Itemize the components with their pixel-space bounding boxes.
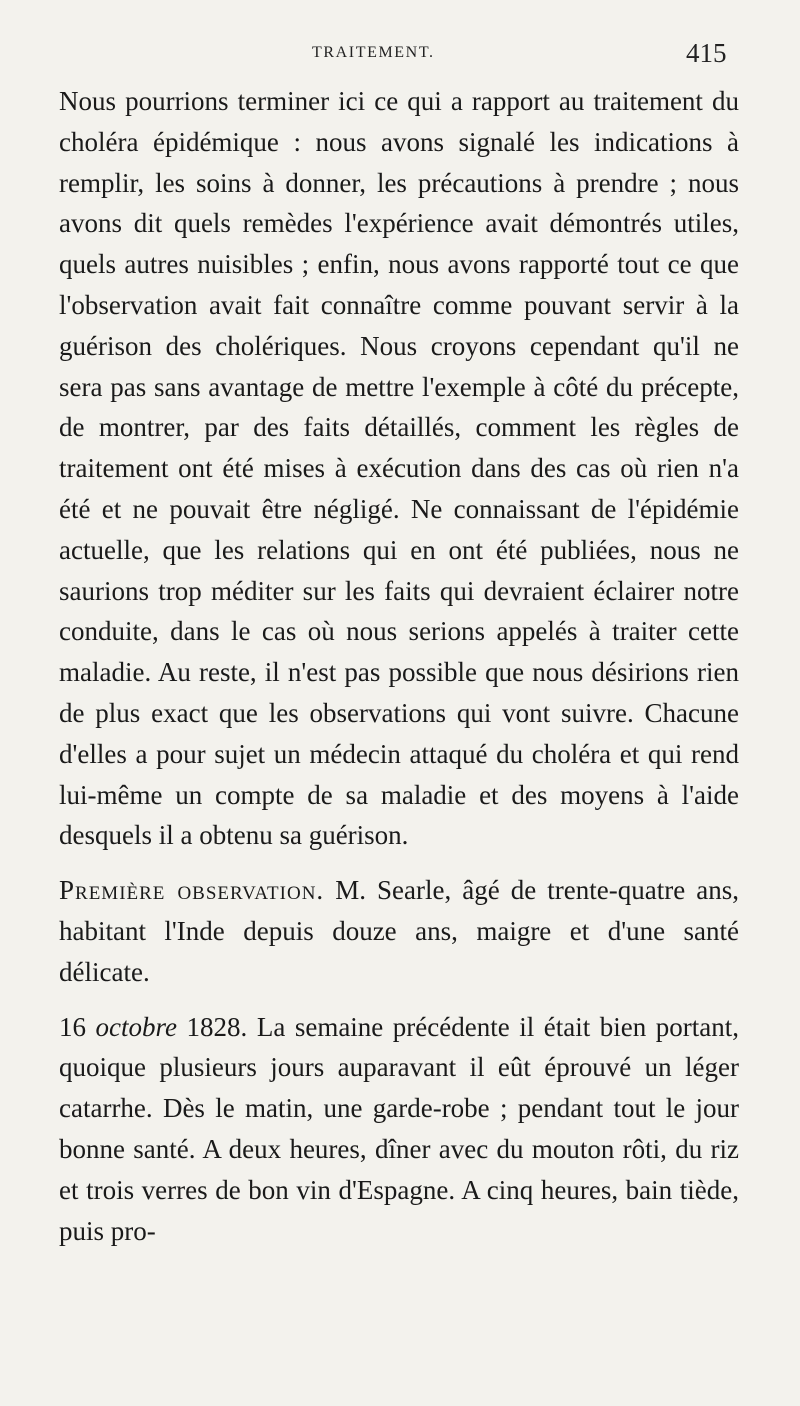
dated-entry-text: La semaine précédente il était bien portant, quoique plusieurs jours auparavant il eût éprouvé un léger catarrhe. Dès le matin, une garde-robe ; pendant tout le jour bonne santé. A deux heures, dîner avec du mouton rôti, du riz et trois verres de bon vin d'Espagne. A cinq heures, bain tiède, puis pro- (59, 1011, 740, 1246)
observation-label: Première observation. (59, 875, 325, 906)
date-year: 1828. (177, 1011, 248, 1042)
paragraph-intro: Nous pourrions terminer ici ce qui a rapport au traitement du choléra épidémique : nous avons signalé les indications à remplir, les soins à donner, les précautions à prendre ; nous avons dit quels remèdes l'expérience avait démontrés utiles, quels autres nuisibles ; enfin, nous avons rapporté tout ce que l'observation avait fait connaître comme pouvant servir à la guérison des cholériques. Nous croyons cependant qu'il ne sera pas sans avantage de mettre l'exemple à côté du précepte, de montrer, par des faits détaillés, comment les règles de traitement ont été mises à exécution dans des cas où rien n'a été et ne pouvait être négligé. Ne connaissant de l'épidémie actuelle, que les relations qui en ont été publiées, nous ne saurions trop méditer sur les faits qui devraient éclairer notre conduite, dans le cas où nous serions appelés à traiter cette maladie. Au reste, il n'est pas possible que nous désirions rien de plus exact que les observations qui vont suivre. Chacune d'elles a pour sujet un médecin attaqué du choléra et qui rend lui-même un compte de sa maladie et des moyens à l'aide desquels il a obtenu sa guérison. (59, 86, 739, 851)
page-number: 415 (686, 38, 727, 68)
paragraph-first-observation (59, 870, 739, 992)
paragraph-dated-entry (59, 1007, 739, 1252)
date-day: 16 (59, 1011, 96, 1042)
running-head (0, 38, 800, 68)
observation-text: M. Searle, âgé de trente-quatre ans, habitant l'Inde depuis douze ans, maigre et d'une santé délicate. (59, 875, 740, 987)
running-title: TRAITEMENT. (312, 44, 435, 61)
body-text (59, 81, 739, 1265)
date-month: octobre (95, 1011, 178, 1042)
